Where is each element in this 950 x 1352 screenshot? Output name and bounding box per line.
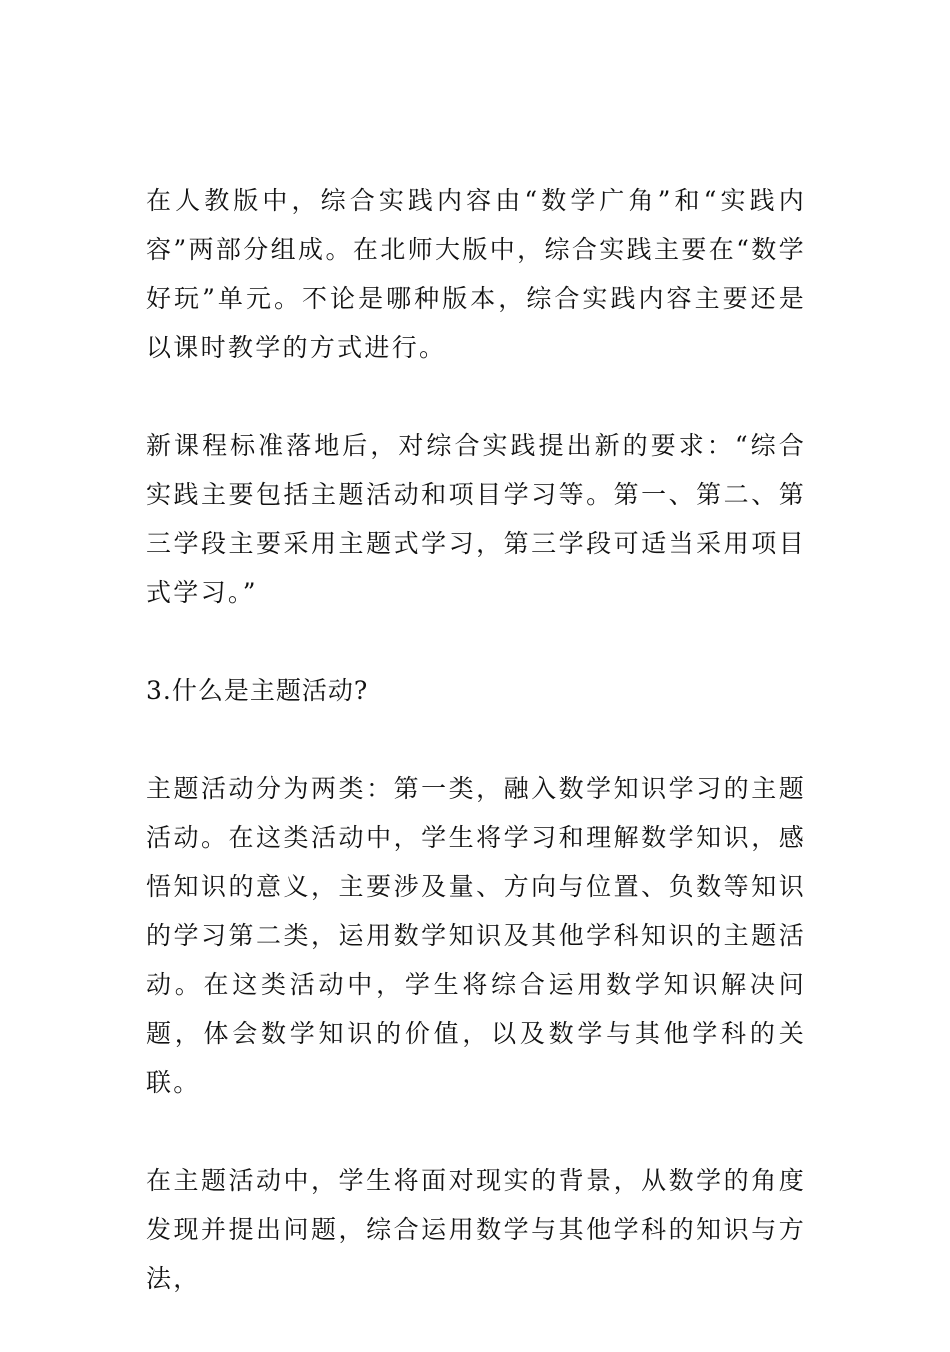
paragraph-new-curriculum: 新课程标准落地后，对综合实践提出新的要求：“综合实践主要包括主题活动和项目学习等。第一、第二、第三学段主要采用主题式学习，第三学段可适当采用项目式学习。”	[146, 431, 806, 607]
paragraph-textbook-versions: 在人教版中，综合实践内容由“数学广角”和“实践内容”两部分组成。在北师大版中，综合实践主要在“数学好玩”单元。不论是哪种版本，综合实践内容主要还是以课时教学的方式进行。	[146, 186, 806, 362]
paragraph-theme-activity-types: 主题活动分为两类：第一类，融入数学知识学习的主题活动。在这类活动中，学生将学习和理解数学知识，感悟知识的意义，主要涉及量、方向与位置、负数等知识的学习第二类，运用数学知识及其他学科知识的主题活动。在这类活动中，学生将综合运用数学知识解决问题，体会数学知识的价值，以及数学与其他学科的关联。	[146, 774, 806, 1097]
section-heading-theme-activity: 3.什么是主题活动?	[146, 676, 369, 705]
document-body	[146, 176, 806, 1352]
paragraph-theme-activity-process: 在主题活动中，学生将面对现实的背景，从数学的角度发现并提出问题，综合运用数学与其他学科的知识与方法，	[146, 1166, 806, 1293]
